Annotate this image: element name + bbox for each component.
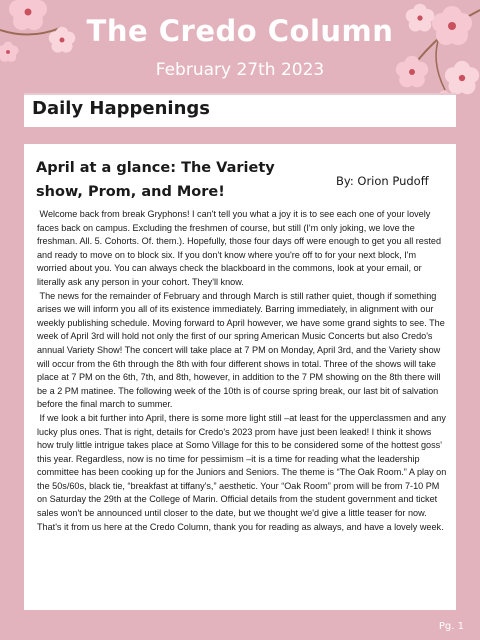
article-paragraph: Welcome back from break Gryphons! I can't tell you what a joy it is to see each one of your lovely faces back on campus. Excluding the freshmen of course, but still (I'm only joking, we love the freshman. All. 5. Cohorts. Of. them.). Hopefully, those four days off were enough to get you all rested and ready to move on to block six. If you don't know where you're off to for your next block, I'm worried about you. You can always check the blackboard in the commons, look at your email, or literally ask any person in your cohort. They'll know.	[37, 209, 444, 287]
section-header	[24, 93, 456, 127]
article-headline: April at a glance: The Variety show, Prom, and More!	[36, 160, 275, 200]
page-number: Pg. 1	[438, 621, 464, 632]
article-body	[37, 208, 447, 534]
article-paragraph: If we look a bit further into April, there is some more light still –at least for the upperclassmen and any lucky plus ones. That is right, details for Credo's 2023 prom have just been leaked! I think it shows how truly little intrigue takes place at Somo Village for this to be considered some of the hottest goss' this year. Regardless, now is no time for pessimism –it is a time for reading what the leadership committee has been cooking up for the Juniors and Seniors. The theme is “The Oak Room.” A play on the 50s/60s, black tie, “breakfast at tiffany's,” aesthetic. Your “Oak Room” prom will be from 7-10 PM on Saturday the 29th at the College of Marin. Official details from the student government and ticket sales won't be announced until closer to the date, but we thought we'd give a little teaser for now. That's it from us here at the Credo Column, thank you for reading as always, and have a lovely week.	[37, 412, 449, 532]
article-paragraph: The news for the remainder of February and through March is still rather quiet, though if something arises we will inform you all of its existence immediately. Barring immediately, in alignment with our weekly publishing schedule. Moving forward to April however, we have some grand sights to see. The week of April 3rd will hold not only the first of our spring American Music Concerts but also Credo's annual Variety Show! The concert will take place at 7 PM on Monday, April 3rd, and the Variety show will occur from the 6th through the 8th with four different shows in total. Three of the shows will take place at 7 PM on the 6th, 7th, and 8th, however, in addition to the 7 PM showing on the 8th there will be a 2 PM matinee. The following week of the 10th is of course spring break, our last bit of salvation before the final march to summer.	[37, 290, 448, 410]
article-byline: By: Orion Pudoff	[336, 174, 429, 188]
newsletter-title: The Credo Column	[86, 14, 394, 48]
issue-date: February 27th 2023	[155, 60, 325, 80]
section-title: Daily Happenings	[32, 98, 211, 119]
article-panel	[24, 144, 456, 610]
